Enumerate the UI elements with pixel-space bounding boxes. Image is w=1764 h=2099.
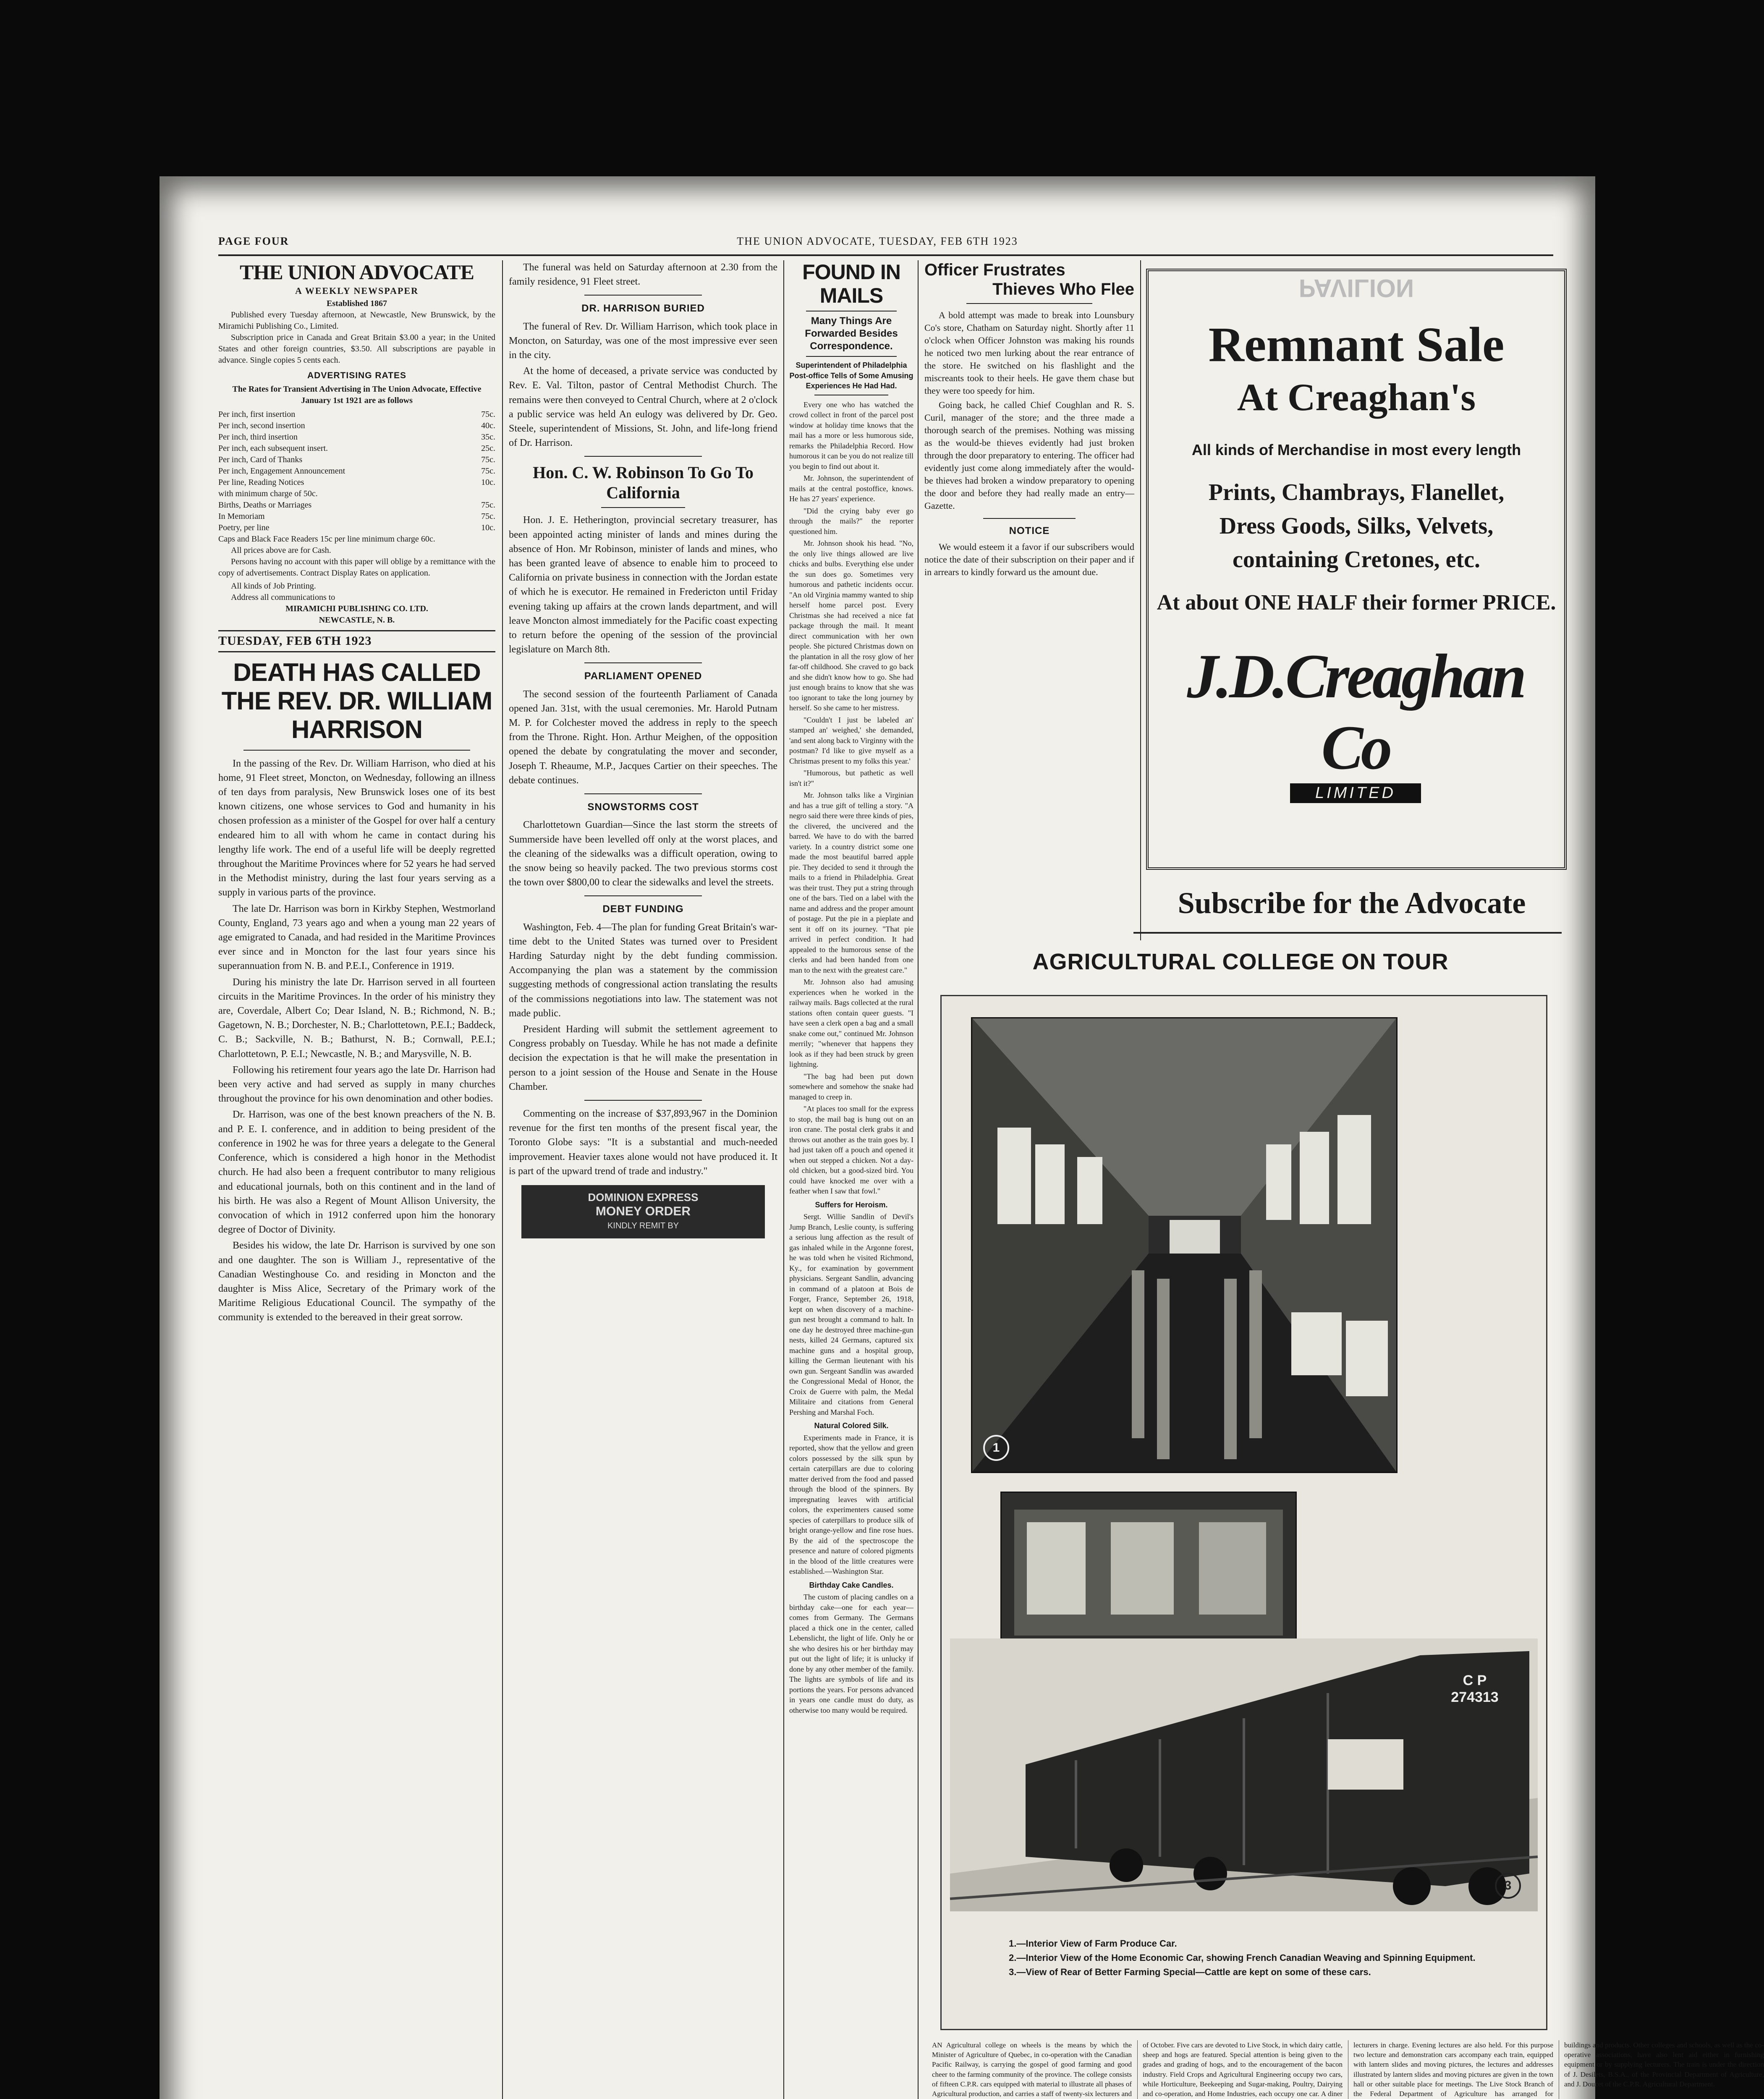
remnant-line: All kinds of Merchandise in most every length [1191,441,1521,458]
newspaper-page [160,176,1764,2099]
masthead-established: Established 1867 [327,299,387,309]
silk-heading: Natural Colored Silk. [814,1421,889,1430]
column-two [509,260,777,2099]
notice-paragraph: We would esteem it a favor if our subscribers would notice the date of their subscription on their paper and if in arrears to kindly forward us the amount due. [924,542,1134,577]
masthead-published: Published every Tuesday afternoon, at Newcastle, New Brunswick, by the Miramichi Publishing Co., Limited. [218,310,495,331]
address-line: Address all communications to [231,593,335,602]
harrison-paragraph: Dr. Harrison, was one of the best known preachers of the N. B. and P. E. I. conference, and in addition to being president of the conference in 1902 he was for three years a delegate to the General Conference, which is considered a high honor in the Methodist church. He had also been a frequent contributor to many religious and educational journals, both on this continent and in the land of his birth. He was also a Regent of Mount Allison University, the convocation of which in 1912 conferred upon him the honorary degree of Doctor of Divinity. [218,1109,495,1235]
officer-paragraph: Going back, he called Chief Coughlan and R. S. Curil, manager of the store; and the three made a thorough search of the premises. Nothing was missing as the would-be thieves evidently had just broken through the door preparatory to entering. The officer had evidently just come along immediately after the would-be thieves had broken a window preparatory to opening the door and before they had really made an entry—Gazette. [924,400,1134,511]
running-title: THE UNION ADVOCATE, TUESDAY, FEB 6TH 1923 [737,235,1018,247]
farm-produce-car-photo [971,1017,1398,1473]
rate-label: Per inch, Card of Thanks [218,455,303,465]
officer-headline-2: Thieves Who Flee [992,280,1134,298]
column-rule [1140,260,1141,940]
harrison-paragraph: The funeral was held on Saturday afternoon at 2.30 from the family residence, 91 Fleet street. [509,262,777,288]
rate-price: 75c. [481,466,495,476]
money-order-line: DOMINION EXPRESS [588,1191,699,1204]
officer-headline-1: Officer Frustrates [924,261,1065,279]
mails-paragraph: "Did the crying baby ever go through the mails?" the reporter questioned him. [789,506,913,536]
mails-paragraph: Mr. Johnson talks like a Virginian and has a true gift of telling a story. "A negro said there were three kinds of pies, the clivered, the uncivered and the barred. We have to do with the barred variety. In a country district some one made the most beautiful barred apple pie. They decided to send it through the mails to a friend in Philadelphia. Great was their trust. They put a string through one of the bars. Tied on a label with the name and address and the proper amount of postage. Put the pie in a pieplate and sent it off on its journey. "That pie arrived in perfect condition. It had appealed to the humorous sense of the clerks and had been handed from one man to the next with the greatest care." [789,791,913,974]
rate-label: Per line, Reading Notices [218,478,304,487]
buried-heading: DR. HARRISON BURIED [581,303,705,314]
rate-row [218,500,495,511]
publisher-place: NEWCASTLE, N. B. [319,615,395,625]
masthead-subscription: Subscription price in Canada and Great Britain $3.00 a year; in the United States and other foreign countries, $3.50. All subscriptions are payable in advance. Single copies 5 cents each. [218,333,495,365]
agri-caption: 3.—View of Rear of Better Farming Special—Cattle are kept on some of these cars. [1009,1967,1371,1977]
harrison-paragraph: Besides his widow, the late Dr. Harrison is survived by one son and one daughter. The son is William J., representative of the Canadian Westinghouse Co. and residing in Moncton and the daughter is Miss Alice, Secretary of the Primary work of the Maritime Religious Educational Council. The sympathy of the community is extended to the bereaved in their great sorrow. [218,1240,495,1323]
rate-row [218,534,495,545]
cake-heading: Birthday Cake Candles. [809,1581,894,1589]
rate-price: 75c. [481,512,495,521]
harrison-paragraph: During his ministry the late Dr. Harrison served in all fourteen circuits in the Maritime Provinces. In the order of his ministry they are, Coverdale, Albert Co; Dear Island, N. B.; Richmond, N. B.; Gagetown, N. B.; Dorchester, N. B.; Charlottetown, P.E.I.; Baddeck, C. B.; Sackville, N. B.; Bathurst, N. B.; Cornwall, P.E.I.; Charlottetown, P. E.I.; Newcastle, N. B.; and Marysville, N. B. [218,976,495,1060]
mails-paragraph: Mr. Johnson shook his head. "No, the only live things allowed are live chicks and bulbs. Everything else under the sun does go. Sometimes very humorous and pathetic incidents occur. "An old Virginia mammy wanted to ship herself home parcel post. Every Christmas she had received a nice fat package through the mail. It meant direct communication with her own people. She pictured Christmas down on the plantation in all the rosy glow of her far-off childhood. She craved to go back and she didn't know how to go. She had just enough brains to know that she was too ignorant to take the long journey by herself. So she came to her mistress. [789,539,913,712]
rate-price: 25c. [481,444,495,453]
column-rule [783,260,784,2099]
remnant-line: At about ONE HALF their former PRICE. [1157,591,1556,615]
snowstorms-paragraph: Charlottetown Guardian—Since the last storm the streets of Summerside have been levelled off only at the worst places, and the cleaning of the sidewalks was a difficult operation, owing to the snow being so heavily packed. The two previous storms cost the town over $800,00 to clear the sidewalks and level the streets. [509,819,777,888]
harrison-headline: DEATH HAS CALLED THE REV. DR. WILLIAM HARRISON [221,658,492,743]
money-order-line: MONEY ORDER [595,1204,691,1219]
robinson-paragraph: Hon. J. E. Hetherington, provincial secretary treasurer, has been appointed acting minister of lands and mines during the absence of Hon. Mr Robinson, minister of lands and mines, who has been granted leave of absence to enable him to proceed to California on private business in connection with the Jordan estate of which he is executor. He remained in Fredericton until Friday evening taking up affairs at the crown lands department, and will leave Moncton almost immediately for the Pacific coast expecting to return before the opening of the session of the provincial legislature on March 8th. [509,515,777,655]
section-rule [1133,932,1562,934]
rate-label: Per inch, third insertion [218,432,298,442]
rate-label: Caps and Black Face Readers 15c per line minimum charge 60c. [218,534,435,544]
rate-price: 40c. [481,421,495,431]
debt-heading: DEBT FUNDING [602,903,684,915]
column-rule [918,260,919,2099]
agri-paragraph: AN Agricultural college on wheels is the means by which the Minister of Agriculture of Quebec, in co-operation with the Canadian Pacific Railway, is carrying the gospel of good farming and good cheer to the farming community of the province. The college consists of fifteen C.P.R. cars equipped with material to illustrate all phases of Agricultural production, and carries a staff of twenty-six lecturers and of October. Five cars are devoted to Live Stock, in which dairy cattle, sheep and hogs are featured. Special attention is being given to the grades and grading of hogs, and to the encouragement of the bacon industry. Field Crops and Agricultural Engineering occupy two cars, while Horticulture, Beekeeping and Sugar-making, Poultry, Dairying and co-operation, and Home Industries, each occupy one car. A diner lecturers in charge. Evening lectures are also held. For this purpose two lecture and demonstration cars accompany each train, equipped with lantern slides and moving pictures, the lectures and addresses illustrated by lantern slides and moving pictures are given in the town hall or other suitable place for meetings. The Live Stock Branch of the Federal Department of Agriculture has arranged for buildings and products. Other colleges and schools, as well as the co-operative associations, have also lent aid either in furnishing equipment or by supplying lecturers. The train is under the direction of J. Desilets, B.S.A., of the Provincial Department of Agriculture, and J. Doucet of the C.P.R. Agricultural Department. [932,2041,1764,2098]
agri-captions [1009,1937,1479,1979]
rate-row [218,420,495,432]
creaghan-logo-sub: LIMITED [1290,783,1421,803]
rate-label: In Memoriam [218,512,265,521]
job-printing: All kinds of Job Printing. [231,581,316,591]
money-order-line: KINDLY REMIT BY [607,1221,679,1231]
masthead-notes: Persons having no account with this paper will oblige by a remittance with the copy of advertisements. Contract Display Rates on application. [218,557,495,578]
rate-label: Per inch, Engagement Announcement [218,466,345,476]
rates-heading: ADVERTISING RATES [307,371,406,381]
parliament-heading: PARLIAMENT OPENED [584,670,702,682]
heroism-heading: Suffers for Heroism. [815,1200,888,1209]
header-rule [218,254,1553,256]
agri-caption: 2.—Interior View of the Home Economic Car, showing French Canadian Weaving and Spinning Equipment. [1009,1952,1476,1963]
remnant-line: containing Cretones, etc. [1233,547,1480,573]
column-three [789,260,913,2099]
harrison-paragraph: Following his retirement four years ago the late Dr. Harrison had been very active and had served as supply in many churches throughout the province for his own denomination and other bodies. [218,1064,495,1104]
rate-row [218,466,495,477]
rate-label: Per inch, second insertion [218,421,305,431]
rate-price: 75c. [481,455,495,465]
subscribe-banner: Subscribe for the Advocate [1178,886,1526,920]
bleed-through-text: PAVILION [1298,274,1414,302]
mails-paragraph: "Couldn't I just be labeled an' stamped an' weighed,' she demanded, 'and sent along back to Virginny with the postman? I'd like to give myself as a Christmas present to my folks this year.' [789,715,913,765]
rate-row [218,477,495,488]
mails-paragraph: "Humorous, but pathetic as well isn't it?" [789,769,913,788]
car-label: C P 274313 [1451,1672,1499,1705]
column-rule [502,260,503,2099]
rate-label: Poetry, per line [218,523,270,533]
mails-paragraph: "At places too small for the express to stop, the mail bag is hung out on an iron crane. The postal clerk grabs it and throws out another as the train goes by. I had just taken off a pouch and opened it when out stepped a chicken. Not a day-old chicken, but a good-sized bird. You could have knocked me over with a feather when I saw that fowl." [789,1104,913,1195]
agri-heading: AGRICULTURAL COLLEGE ON TOUR [1032,949,1449,974]
mails-paragraph: Mr. Johnson, the superintendent of mails at the central postoffice, knows. He has 27 years' experience. [789,474,913,503]
photo-number: 3 [1495,1873,1521,1899]
snowstorms-heading: SNOWSTORMS COST [587,801,699,813]
publisher: MIRAMICHI PUBLISHING CO. LTD. [285,604,428,614]
silk-paragraph: Experiments made in France, it is reported, show that the yellow and green colors possessed by the silk spun by certain caterpillars are due to coloring matter derived from the food and passed through the blood of the spinners. By impregnating leaves with artificial colors, the experimenters caused some species of caterpillars to produce silk of bright orange-yellow and fine rose hues. By the aid of the spectroscope the presence and nature of colored pigments in the blood of the little creatures were established.—Washington Star. [789,1433,913,1576]
agri-photo-panel [940,995,1547,2030]
remnant-at-creaghans: At Creaghan's [1237,376,1476,419]
money-order-ad [521,1185,765,1238]
remnant-line: Dress Goods, Silks, Velvets, [1219,513,1494,539]
masthead-title: THE UNION ADVOCATE [240,260,474,284]
remnant-title: Remnant Sale [1208,317,1505,372]
column-four [924,260,1134,940]
rate-price: 75c. [481,500,495,510]
creaghan-logo [1165,641,1546,802]
rate-label: Births, Deaths or Marriages [218,500,312,510]
creaghan-logo-text: J.D.Creaghan Co [1187,641,1524,783]
mails-intro: Superintendent of Philadelphia Post-office Tells of Some Amusing Experiences He Had Had. [789,361,913,390]
agri-caption: 1.—Interior View of Farm Produce Car. [1009,1938,1177,1949]
notice-heading: NOTICE [1009,525,1050,537]
better-farming-special-photo [950,1638,1538,1911]
mails-paragraph: Every one who has watched the crowd collect in front of the parcel post window at holiday time knows that the mail has a more or less humorous side, remarks the Philadelphia Record. How humorous it can be you do not realize till you begin to find out about it. [789,400,913,471]
heroism-paragraph: Sergt. Willie Sandlin of Devil's Jump Branch, Leslie county, is suffering a serious lung affection as the result of gas inhaled while in the Argonne forest, he was told when he visited Richmond, Ky., for examination by government physicians. Sergeant Sandlin, advancing in command of a platoon at Bois de Forger, France, September 26, 1918, kept on when discovery of a machine-gun nest brought a command to halt. In one day he destroyed three machine-gun nests, killed 24 Germans, captured six machine guns and a hospital group, killing the German lieutenant with his own gun. Sergeant Sandlin was awarded the Congressional Medal of Honor, the Croix de Guerre with palm, the Medal Militaire and citations from General Pershing and Marshal Foch. [789,1212,913,1416]
rate-row [218,454,495,466]
cake-paragraph: The custom of placing candles on a birthday cake—one for each year—comes from Germany. The Germans placed a thick one in the center, called Lebenslicht, the light of life. Only he or she who desires his or her birthday may put out the light of life; it is unlucky if done by any other member of the family. The lights are symbols of life and its portions the years. For persons advanced in years one candle must do duty, as otherwise too many would be required. [789,1593,913,1714]
debt-paragraph: Commenting on the increase of $37,893,967 in the Dominion revenue for the first ten months of the present fiscal year, the Toronto Globe says: "It is a substantial and much-needed improvement. Heavier taxes alone would not have produced it. It is part of the upward trend of trade and industry." [509,1108,777,1177]
harrison-paragraph: The late Dr. Harrison was born in Kirkby Stephen, Westmorland County, England, 73 years ago and when a young man 22 years of age emigrated to Canada, and had resided in the Maritime Provinces ever since and in Moncton for the last four years since his superannuation from N. B. and P.E.I., Conference in 1919. [218,903,495,972]
column-one [218,260,495,2099]
rate-label: Per inch, each subsequent insert. [218,444,328,453]
rates-list [218,409,495,545]
debt-paragraph: President Harding will submit the settlement agreement to Congress probably on Tuesday. While he has not made a definite decision the expectation is that he will make the presentation in person to a joint session of the House and Senate in the House Chamber. [509,1023,777,1092]
photo-number: 1 [983,1435,1009,1461]
remnant-sale-ad [1146,269,1567,870]
mails-headline: FOUND IN MAILS [802,260,900,307]
rate-price: 75c. [481,410,495,419]
rate-row [218,488,495,500]
dateline: TUESDAY, FEB 6TH 1923 [218,634,372,648]
debt-paragraph: Washington, Feb. 4—The plan for funding Great Britain's war-time debt to the United States was turned over to President Harding Saturday night by the debt funding commission. Accompanying the plan was a statement by the commission suggesting methods of congressional action translating the results of the commissions negotiations into law. The statement was not made public. [509,921,777,1019]
rates-subheading: The Rates for Transient Advertising in The Union Advocate, Effective January 1st 1921 are as follows [232,385,482,406]
rate-price: 10c. [481,478,495,487]
rate-row [218,443,495,454]
mails-subhead: Many Things Are Forwarded Besides Correspondence. [805,315,898,352]
officer-paragraph: A bold attempt was made to break into Lounsbury Co's store, Chatham on Saturday night. Shortly after 11 o'clock when Officer Johnston was making his rounds he noticed two men lurking about the rear entrance of the store. He switched on his flashlight and the miscreants took to their heels. He gave them chase but they were too speedy for him. [924,310,1134,396]
robinson-headline: Hon. C. W. Robinson To Go To California [533,463,754,503]
mails-paragraph: "The bag had been put down somewhere and somehow the snake had managed to creep in. [789,1072,913,1101]
rate-price: 35c. [481,432,495,442]
rate-row [218,522,495,534]
parliament-paragraph: The second session of the fourteenth Parliament of Canada opened Jan. 31st, with the usual ceremonies. Mr. Harold Putnam M. P. for Colchester moved the address in reply to the speech from the Throne. Right. Hon. Arthur Meighen, of the opposition opened the debate by congratulating the mover and seconder, Joseph T. Rheaume, M.P., Jacques Cartier on their speeches. The debate continues. [509,688,777,786]
buried-paragraph: The funeral of Rev. Dr. William Harrison, which took place in Moncton, on Saturday, was one of the most impressive ever seen in the city. [509,321,777,361]
buried-paragraph: At the home of deceased, a private service was conducted by Rev. E. Val. Tilton, pastor of Central Methodist Church. The remains were then conveyed to Central Church, where at 2 o'clock a public service was held An eulogy was delivered by Dr. Geo. Steele, superintendent of Missions, St. John, and life-long friend of Dr. Harrison. [509,366,777,449]
rate-label: with minimum charge of 50c. [218,489,318,499]
rate-price: 10c. [481,523,495,533]
remnant-line: Prints, Chambrays, Flanellet, [1208,479,1505,505]
agri-body [932,2040,1764,2099]
rate-row [218,511,495,522]
rate-row [218,409,495,420]
rate-row [218,432,495,443]
masthead-tagline: A WEEKLY NEWSPAPER [295,285,419,296]
cash-note: All prices above are for Cash. [231,546,331,555]
harrison-paragraph: In the passing of the Rev. Dr. William Harrison, who died at his home, 91 Fleet street, Moncton, on Wednesday, following an illness of ten days from paralysis, New Brunswick loses one of its best known citizens, one whose services to God and humanity in his chosen profession as a minister of the Gospel for over half a century endeared him to all with whom he came in contact during his lengthy life work. The end of a useful life will be deeply regretted throughout the Maritime Provinces where for 52 years he had served in the Methodist ministry, during the last four years serving as a supply in various parts of the province. [218,758,495,898]
page-label: PAGE FOUR [218,235,289,247]
mails-paragraph: Mr. Johnson also had amusing experiences when he worked in the railway mails. Bags collected at the rural stations often contain queer guests. "I have seen a clerk open a bag and a small snake come out," continued Mr. Johnson merrily; "whenever that happens they look as if they had been struck by green lightning. [789,978,913,1068]
rate-label: Per inch, first insertion [218,410,296,419]
